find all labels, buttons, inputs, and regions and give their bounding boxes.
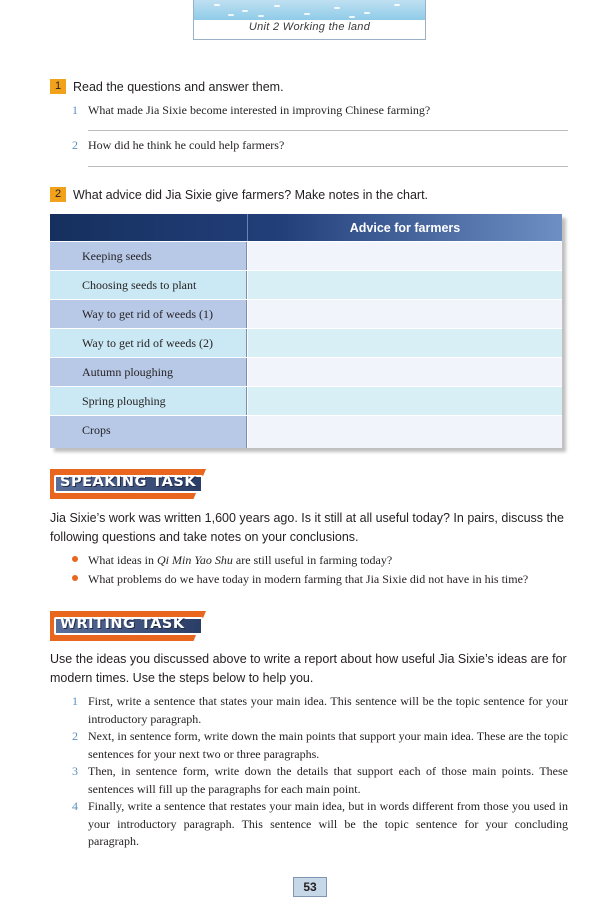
chart-notes-cell[interactable] bbox=[248, 358, 562, 386]
chart-row bbox=[50, 386, 562, 415]
question-1 bbox=[72, 103, 430, 118]
answer-line[interactable] bbox=[88, 166, 568, 167]
chart-notes-cell[interactable] bbox=[248, 300, 562, 328]
unit-title: Unit 2 Working the land bbox=[248, 21, 371, 33]
chart-notes-cell[interactable] bbox=[248, 416, 562, 448]
chart-row-label: Way to get rid of weeds (2) bbox=[50, 329, 247, 357]
speaking-task-title: SPEAKING TASK bbox=[60, 474, 197, 490]
chart-row bbox=[50, 270, 562, 299]
step-number: 4 bbox=[72, 799, 78, 813]
speaking-bullet: What ideas in Qi Min Yao Shu are still useful in farming today? bbox=[72, 553, 392, 568]
step-number: 3 bbox=[72, 764, 78, 778]
writing-step bbox=[72, 798, 568, 851]
writing-step bbox=[72, 763, 568, 798]
chart-row-label: Spring ploughing bbox=[50, 387, 247, 415]
exercise-2-instruction: What advice did Jia Sixie give farmers? Make notes in the chart. bbox=[73, 187, 429, 202]
chart-notes-cell[interactable] bbox=[248, 271, 562, 299]
chart-row-label: Way to get rid of weeds (1) bbox=[50, 300, 247, 328]
chart-header-title: Advice for farmers bbox=[349, 221, 461, 235]
writing-task-title: WRITING TASK bbox=[60, 616, 185, 632]
speaking-task-intro: Jia Sixie’s work was written 1,600 years ago. Is it still at all useful today? In pairs, discuss the following questions and take notes on your conclusions. bbox=[50, 511, 564, 544]
advice-chart bbox=[50, 214, 562, 448]
chart-notes-cell[interactable] bbox=[248, 242, 562, 270]
question-text: What made Jia Sixie become interested in improving Chinese farming? bbox=[88, 103, 431, 117]
exercise-1-heading bbox=[50, 79, 284, 94]
chart-row bbox=[50, 328, 562, 357]
step-number: 2 bbox=[72, 729, 78, 743]
writing-task-banner bbox=[50, 611, 206, 641]
question-2 bbox=[72, 138, 284, 153]
exercise-1-instruction: Read the questions and answer them. bbox=[73, 79, 284, 94]
chart-row bbox=[50, 357, 562, 386]
chart-row bbox=[50, 415, 562, 448]
speaking-task-banner bbox=[50, 469, 206, 499]
unit-header bbox=[193, 0, 426, 40]
speaking-bullet: What problems do we have today in modern farming that Jia Sixie did not have in his time? bbox=[72, 572, 528, 587]
chart-row-label: Crops bbox=[50, 416, 247, 448]
exercise-number-badge: 1 bbox=[50, 79, 66, 94]
step-text: Finally, write a sentence that restates your main idea, but in words different from those you used in your introductory paragraph. This sentence will be the topic sentence for your concluding paragraph. bbox=[88, 799, 568, 848]
writing-step bbox=[72, 728, 568, 763]
step-text: Next, in sentence form, write down the main points that support your main idea. These are the topic sentences for your next two or three paragraphs. bbox=[88, 729, 568, 761]
answer-line[interactable] bbox=[88, 130, 568, 131]
chart-row-label: Keeping seeds bbox=[50, 242, 247, 270]
page-number: 53 bbox=[293, 877, 327, 897]
unit-banner-image bbox=[194, 0, 425, 20]
bullet-dot-icon bbox=[72, 556, 78, 562]
writing-step bbox=[72, 693, 568, 728]
chart-row bbox=[50, 299, 562, 328]
chart-row bbox=[50, 241, 562, 270]
step-text: First, write a sentence that states your main idea. This sentence will be the topic sentence for your introductory paragraph. bbox=[88, 694, 568, 726]
bullet-dot-icon bbox=[72, 575, 78, 581]
question-number: 1 bbox=[72, 103, 78, 117]
step-number: 1 bbox=[72, 694, 78, 708]
chart-notes-cell[interactable] bbox=[248, 329, 562, 357]
chart-row-label: Autumn ploughing bbox=[50, 358, 247, 386]
exercise-2-heading bbox=[50, 187, 428, 202]
exercise-number-badge: 2 bbox=[50, 187, 66, 202]
chart-notes-cell[interactable] bbox=[248, 387, 562, 415]
question-text: How did he think he could help farmers? bbox=[88, 138, 285, 152]
writing-task-intro: Use the ideas you discussed above to write a report about how useful Jia Sixie’s ideas are for modern times. Use the steps below to help you. bbox=[50, 652, 567, 685]
step-text: Then, in sentence form, write down the details that support each of those main points. These sentences will fill up the paragraphs for each main point. bbox=[88, 764, 568, 796]
chart-header-row bbox=[50, 214, 562, 241]
chart-header-empty-cell bbox=[50, 214, 248, 241]
chart-row-label: Choosing seeds to plant bbox=[50, 271, 247, 299]
question-number: 2 bbox=[72, 138, 78, 152]
